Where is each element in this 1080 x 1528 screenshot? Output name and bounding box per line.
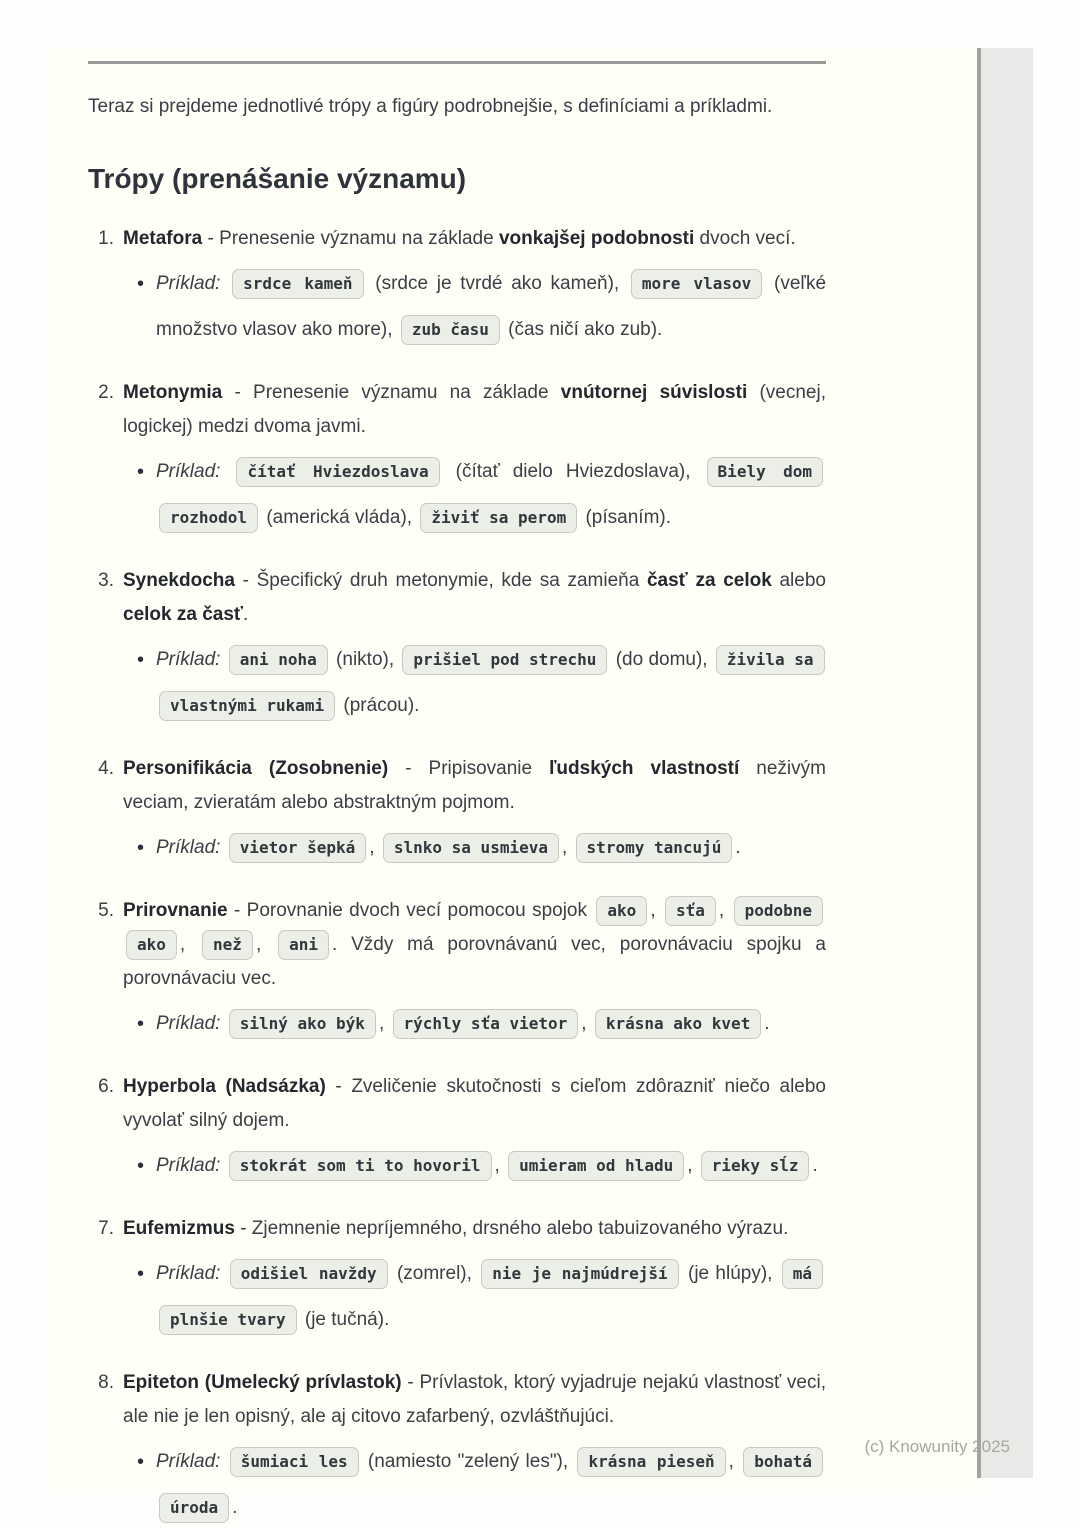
bold-term: Metonymia [123,382,223,403]
trope-example [123,449,826,541]
example-chip: rieky sĺz [701,1151,810,1181]
example-label: Príklad: [156,1013,221,1034]
trope-definition [123,894,826,996]
example-chip: krásna pieseň [577,1447,725,1477]
trope-item [98,1070,826,1189]
example-label: Príklad: [156,649,221,670]
trope-example [123,261,826,353]
text-segment: (vecnej, logickej) medzi dvoma javmi. [123,382,826,437]
item-number: 7. [98,1218,114,1239]
text-segment: (písaním). [580,507,672,528]
text-segment: (je tučná). [299,1309,390,1330]
example-chip: slnko sa usmieva [383,833,559,863]
bold-term: Metafora [123,228,203,249]
example-chip: živiť sa perom [420,503,577,533]
copyright-text: (c) Knowunity 2025 [864,1437,1010,1456]
bold-term: celok za časť [123,604,244,625]
text-segment: - Prenesenie významu na základe [202,228,499,249]
trope-definition [123,376,826,444]
text-segment: (zomrel), [390,1263,479,1284]
text-segment: - Zveličenie skutočnosti s cieľom zdôrazniť niečo alebo vyvolať silný dojem. [123,1076,826,1131]
text-segment: , [581,1013,592,1034]
example-chip: ako [596,896,647,926]
example-chip: silný ako býk [229,1009,376,1039]
trope-example [123,1143,826,1189]
text-segment: - Špecifický druh metonymie, kde sa zamieňa [234,570,647,591]
example-chip: krásna ako kvet [595,1009,762,1039]
text-segment: . [812,1155,818,1176]
example-chip: ani noha [229,645,328,675]
document-page [50,48,977,1518]
text-segment [220,461,233,482]
text-segment [220,1451,226,1472]
example-chip: ani [278,930,329,960]
trope-example [123,637,826,729]
bold-term: Prirovnanie [123,900,228,921]
intro-paragraph: Teraz si prejdeme jednotlivé trópy a figúry podrobnejšie, s definíciami a príkladmi. [88,96,773,117]
trope-item [98,222,827,353]
trope-example [123,1251,826,1343]
bold-term: Personifikácia (Zosobnenie) [123,758,389,779]
trope-definition [123,1212,826,1246]
example-chip: Biely dom rozhodol [159,457,823,533]
example-label: Príklad: [156,1155,221,1176]
text-segment: . [232,1497,238,1518]
trope-definition [123,564,826,632]
scrollbar-thumb[interactable] [977,48,1033,1478]
item-number: 2. [98,382,114,403]
text-segment: - Prívlastok, ktorý vyjadruje nejakú vlastnosť veci, ale nie je len opisný, ale aj citovo zafarbený, ozvláštňujúci. [123,1372,826,1427]
example-chip: bohatá úroda [159,1447,823,1523]
item-number: 4. [98,758,114,779]
text-segment [220,837,225,858]
trope-definition [123,222,826,256]
example-chip: než [202,930,253,960]
text-segment: neživým veciam, zvieratám alebo abstraktným pojmom. [123,758,826,813]
example-chip: šumiaci les [230,1447,359,1477]
text-segment [220,649,225,670]
bold-term: Epiteton (Umelecký prívlastok) [123,1372,402,1393]
example-chip: odišiel navždy [230,1259,388,1289]
text-segment: , [378,1013,390,1034]
text-segment: (do domu), [610,649,713,670]
item-number: 3. [98,570,114,591]
trope-item [98,894,826,1047]
example-chip: srdce kameň [232,269,363,299]
text-segment: , [650,900,662,921]
item-number: 6. [98,1076,114,1097]
text-segment: , [494,1155,506,1176]
text-segment: - Pripisovanie [388,758,550,779]
bold-term: Synekdocha [123,570,235,591]
text-segment: - Zjemnenie nepríjemného, drsného alebo tabuizovaného výrazu. [234,1218,789,1239]
bold-term: Hyperbola (Nadsázka) [123,1076,326,1097]
item-number: 5. [98,900,114,921]
text-segment: (je hlúpy), [681,1263,779,1284]
example-label: Príklad: [156,461,221,482]
text-segment: (prácou). [338,695,420,716]
text-segment: (čas ničí ako zub). [502,319,663,340]
text-segment: . [243,604,249,625]
trope-item [98,376,826,541]
example-chip: more vlasov [631,269,762,299]
example-chip: podobne ako [126,896,823,960]
trope-item [98,1212,826,1343]
top-divider [88,61,826,64]
text-segment: - Prenesenie významu na základe [222,382,561,403]
text-segment: , [255,934,276,955]
text-segment [220,1263,226,1284]
page-content [88,48,826,1528]
tropes-list [88,222,826,1528]
example-chip: stromy tancujú [576,833,733,863]
trope-item [98,752,826,871]
example-chip: sťa [665,896,716,926]
example-label: Príklad: [156,1451,221,1472]
text-segment: . [735,837,741,858]
example-chip: nie je najmúdrejší [481,1259,678,1289]
text-segment: , [718,900,731,921]
example-chip: rýchly sťa vietor [393,1009,579,1039]
example-chip: prišiel pod strechu [402,645,607,675]
trope-item [98,564,826,729]
example-label: Príklad: [156,1263,221,1284]
trope-example [123,825,826,871]
text-segment: (veľké množstvo vlasov ako more), [156,273,827,340]
text-segment: . [764,1013,770,1034]
text-segment: (namiesto "zelený les"), [361,1451,575,1472]
example-chip: umieram od hladu [508,1151,684,1181]
trope-example [123,1439,826,1528]
text-segment: alebo [771,570,826,591]
text-segment: (srdce je tvrdé ako kameň), [366,273,628,294]
text-segment: , [687,1155,698,1176]
trope-definition [123,752,826,820]
text-segment: , [728,1451,741,1472]
trope-example [123,1001,826,1047]
text-segment: (nikto), [330,649,400,670]
trope-item [98,1366,826,1528]
example-chip: zub času [401,315,500,345]
example-chip: vietor šepká [229,833,367,863]
item-number: 1. [98,228,114,249]
example-chip: stokrát som ti to hovoril [229,1151,492,1181]
example-label: Príklad: [156,837,221,858]
example-chip: živila sa vlastnými rukami [159,645,825,721]
text-segment: , [561,837,573,858]
text-segment [220,1155,225,1176]
example-label: Príklad: [156,273,221,294]
trope-definition [123,1366,826,1434]
text-segment: , [369,837,380,858]
bold-term: časť za celok [646,570,772,591]
bold-term: Eufemizmus [123,1218,235,1239]
example-chip: čítať Hviezdoslava [236,457,439,487]
trope-definition [123,1070,826,1138]
example-chip: má plnšie tvary [159,1259,823,1335]
section-heading: Trópy (prenášanie významu) [88,163,467,194]
bold-term: ľudských vlastností [549,758,740,779]
bold-term: vonkajšej podobnosti [498,228,695,249]
text-segment: dvoch vecí. [694,228,796,249]
text-segment: , [179,934,200,955]
text-segment: (americká vláda), [261,507,418,528]
text-segment: (čítať dielo Hviezdoslava), [442,461,704,482]
text-segment [220,273,229,294]
bold-term: vnútornej súvislosti [560,382,748,403]
text-segment: . Vždy má porovnávanú vec, porovnávaciu spojku a porovnávaciu vec. [123,934,826,989]
text-segment [220,1013,225,1034]
item-number: 8. [98,1372,114,1393]
text-segment: - Porovnanie dvoch vecí pomocou spojok [227,900,594,921]
